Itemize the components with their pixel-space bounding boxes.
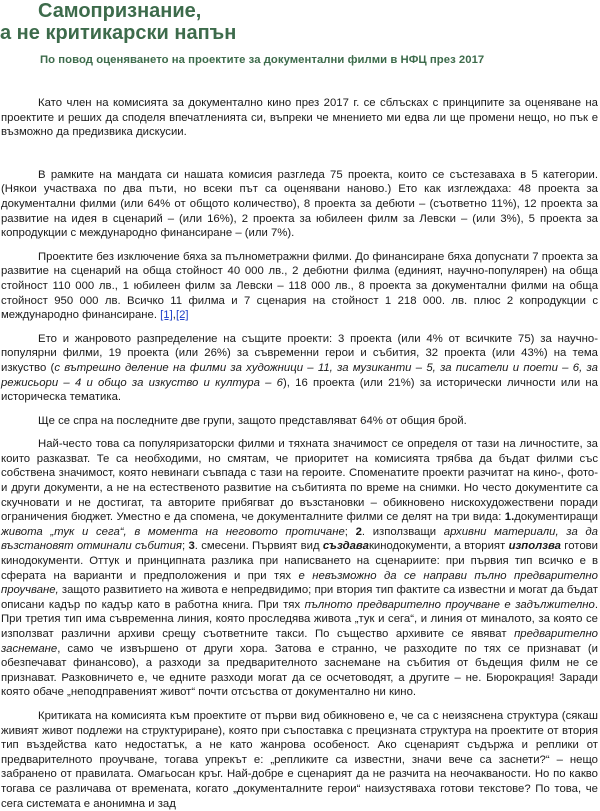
paragraph-genres-emphasis: с вътрешно деление на филми за художници – 11, за музиканти – 5, за писатели и поети – 6, за режисьори – 4 и общо за изкуство и култура – 6 [1, 361, 598, 389]
article-title [0, 0, 600, 44]
paragraph-genres-text-b: ), 16 проекта (или 21%) за исторически личности или на историческа тематика. [1, 376, 598, 404]
text: защото развитието на живота е непредвидимо; при втория тип фактите са известни и могат да бъдат описани кадър по кадър като в работна книга. При тях [1, 584, 598, 611]
text: , само че извършено от други хора. Затова е странно, че разходите по тях се признават (и обезпечават финансово), а разходи за предварителното заснемане на събития от бъдещия филм не се признават. Разковничето е, че едните разходи могат да се осчетоводят, а другите – не. Бюрокрация! Заради която обаче „неподправеният живот“ почти отсъства от документално ни кино. [1, 642, 598, 699]
text: . смесени. Първият вид [194, 540, 323, 553]
strong-emphasis: създава [322, 540, 369, 553]
text: ; [181, 540, 189, 553]
article-subtitle: По повод оценяването на проектите за документални филми в НФЦ през 2017 [40, 54, 485, 66]
paragraph-critique: Критиката на комисията към проектите от първи вид обикновено е, че са с неизяснена структура (сякаш живият живот подлежи на структуриране), която при съпоставка с прецизната структура на проектите от втория тип въздейства като недостатък, а не като жанрова особеност. Ако сценарият съдържа и реплики от предварителното проучване, тогава упрекът е: „репликите са известни, значи вече са заснети?“ – нещо забранено от правилата. Омагьосан кръг. Най-добре е сценарият да не разчита на неочакваности. Но по какво тогава се различава от времената, когато „документалните герои“ наизустяваха готови текстове? По това, че сега системата е анонимна и зад [1, 709, 598, 810]
paragraph-intro: Като член на комисията за документално кино през 2017 г. се сблъсках с принципите за оценяване на проектите и реших да споделя впечатленията си, въпреки че мнението ми едва ли ще промени нещо, но пък е възможно да предизвика дискусии. [1, 97, 598, 139]
paragraph-types [1, 437, 598, 700]
footnote-separator: , [172, 309, 176, 322]
strong-emphasis: използва [508, 540, 561, 553]
emphasis: е невъзможно да се направи пълно предварително проучване, [1, 569, 598, 597]
paragraph-funding [1, 250, 598, 323]
emphasis: предварително заснемане [1, 628, 598, 655]
paragraph-genres [1, 332, 598, 405]
article-title-line-2: а не критикарски напън [0, 22, 237, 44]
paragraph-focus: Ще се спра на последните две групи, защото представляват 64% от общия брой. [38, 414, 467, 427]
paragraph-statistics: В рамките на мандата си нашата комисия разгледа 75 проекта, които се състезаваха в 5 категории. (Някои участваха по два пъти, но всеки път са оценявани наново.) Ето как изглеждаха: 48 проекта за документални филми (или 64% от общото количество), 8 проекта за дебюти – (съответно 11%), 12 проекта за развитие на идея в сценарий – (или 16%), 2 проекта за юбилеен филм за Левски – (или 3%), 5 проекта за копродукции с международно финансиране – (или 7%). [1, 168, 598, 240]
text: . При третия тип има съвременна линия, която проследява живота „тук и сега“, и линия от миналото, за която се използват различни архиви срещу съответните такси. По същество архивите се явяват [1, 598, 598, 640]
footnote-link-1[interactable]: [1] [160, 309, 173, 322]
paragraph-funding-text: Проектите без изключение бяха за пълнометражни филми. До финансиране бяха допуснати 7 проекта за развитие на сценарий на обща стойност 40 000 лв., 2 дебютни филма (единият, научно-популярен) на обща стойност 110 000 лв., 1 юбилеен филм за Левски – 118 000 лв., 8 проекта за документални филми на обща стойност 950 000 лв. Всичко 11 филма и 7 сценария на стойност 1 218 000. лв. плюс 2 копродукции с международно финансиране. [1, 250, 598, 322]
number-3: 3 [188, 540, 195, 553]
emphasis: пълното предварително проучване е задължително [304, 598, 595, 611]
footnote-link-2[interactable]: [2] [175, 309, 189, 322]
text: готови кинодокументи. Оттук и принципната разлика при написването на сценариите: при първия тип всичко е в сферата на варианти и предположения и при тях [1, 540, 598, 582]
number-1: 1. [504, 511, 515, 524]
emphasis: архивни материали, за да възстановят отминали събития [1, 525, 598, 553]
text: ; [344, 525, 356, 538]
text: кинодокументи, а вторият [368, 540, 509, 553]
article-body [0, 96, 600, 811]
text: . използващи [361, 525, 444, 538]
text: документиращи [514, 511, 598, 524]
article-title-line-1: Самопризнание, [38, 0, 202, 22]
number-2: 2 [355, 525, 362, 538]
emphasis: живота „тук и сега“, в момента на неговото протичане [1, 525, 345, 538]
paragraph-genres-text-a: Ето и жанровото разпределение на същите проекти: 3 проекта (или 4% от всичките 75) за научно-популярни филми, 19 проекта (или 26%) за съвременни герои и събития, 32 проекта (или 43%) на тема изкуство ( [1, 332, 598, 374]
text: Най-често това са популяризаторски филми и тяхната значимост се определя от тази на личностите, за които разказват. Те са необходими, но смятам, че приоритет на комисията трябва да бъдат филми със собствена значимост, която невинаги съвпада с тази на героите. Споменатите проекти разчитат на кино-, фото- и други документи, а не на естественото развитие на събитията по време на снимки. Но често документите са скучновати и не достигат, та авторите прибягват до възстановки – обикновено нискохудожествени поради ограничения бюджет. Уместно е да спомена, че документалните филми се делят на три вида: [1, 438, 598, 524]
